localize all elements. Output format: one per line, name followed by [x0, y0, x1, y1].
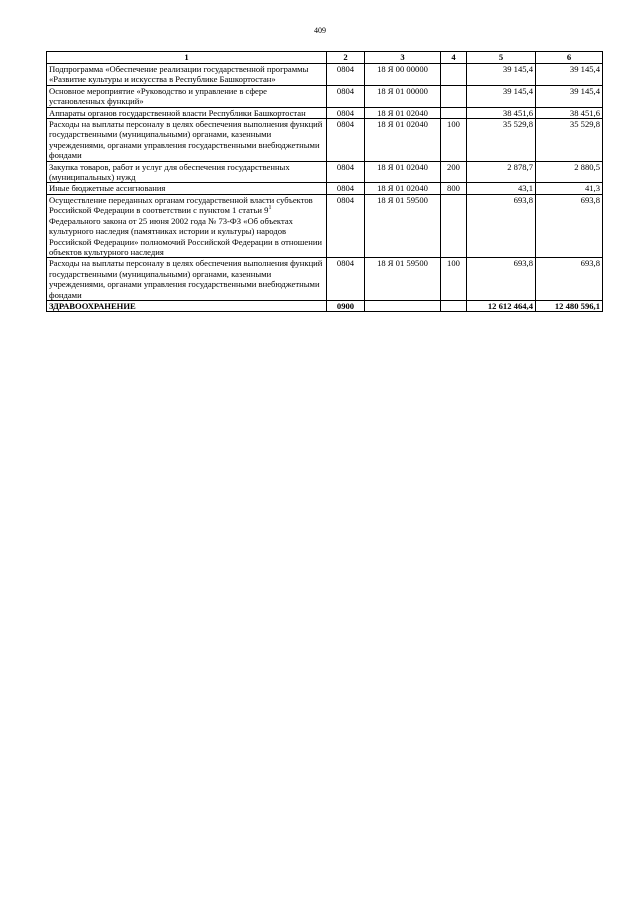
total-amount-1: 12 612 464,4 [467, 300, 536, 311]
row-name: Расходы на выплаты персоналу в целях обеспечения выполнения функций государственными (муниципальными) органами, казенными учреждениями, органами управления государственными внебюджетными фондами [47, 119, 327, 162]
row-section-code: 0804 [327, 194, 365, 257]
table-row [47, 161, 603, 183]
row-expense-type: 200 [441, 161, 467, 183]
row-expense-type [441, 107, 467, 118]
row-expense-type [441, 85, 467, 107]
row-amount-2: 693,8 [536, 194, 603, 257]
row-section-code: 0804 [327, 183, 365, 194]
table-row [47, 258, 603, 301]
row-amount-1: 39 145,4 [467, 64, 536, 86]
row-amount-1: 693,8 [467, 258, 536, 301]
row-target-code: 18 Я 01 59500 [365, 194, 441, 257]
total-target-code [365, 300, 441, 311]
header-col-2: 2 [327, 52, 365, 64]
table-row [47, 64, 603, 86]
row-name: Иные бюджетные ассигнования [47, 183, 327, 194]
row-name-before: Осуществление переданных органам государственной власти субъектов Российской Федерации в соответствии с пунктом 1 статьи 9 [49, 194, 313, 216]
row-expense-type: 800 [441, 183, 467, 194]
row-section-code: 0804 [327, 119, 365, 162]
row-section-code: 0804 [327, 85, 365, 107]
row-target-code: 18 Я 01 02040 [365, 107, 441, 118]
row-name-after: Федерального закона от 25 июня 2002 года № 73-ФЗ «Об объектах культурного наследия (памятниках истории и культуры) народов Российской Федерации» полномочий Российской Федерации в отношении объектов культурного наследия [49, 215, 323, 257]
row-section-code: 0804 [327, 161, 365, 183]
row-amount-2: 693,8 [536, 258, 603, 301]
total-expense-type [441, 300, 467, 311]
table-row [47, 194, 603, 257]
row-amount-2: 35 529,8 [536, 119, 603, 162]
row-amount-2: 2 880,5 [536, 161, 603, 183]
table-row [47, 119, 603, 162]
row-target-code: 18 Я 01 59500 [365, 258, 441, 301]
row-name: Основное мероприятие «Руководство и управление в сфере установленных функций» [47, 85, 327, 107]
budget-table [46, 51, 603, 312]
row-target-code: 18 Я 01 02040 [365, 119, 441, 162]
row-name: Подпрограмма «Обеспечение реализации государственной программы «Развитие культуры и искусства в Республике Башкортостан» [47, 64, 327, 86]
header-row [47, 52, 603, 64]
row-target-code: 18 Я 00 00000 [365, 64, 441, 86]
page-number: 409 [314, 26, 326, 35]
row-name-superscript: 1 [268, 205, 272, 212]
row-amount-2: 38 451,6 [536, 107, 603, 118]
total-section-code: 0900 [327, 300, 365, 311]
row-amount-1: 35 529,8 [467, 119, 536, 162]
row-expense-type [441, 194, 467, 257]
total-row [47, 300, 603, 311]
row-amount-2: 39 145,4 [536, 64, 603, 86]
row-name: Закупка товаров, работ и услуг для обеспечения государственных (муниципальных) нужд [47, 161, 327, 183]
row-expense-type [441, 64, 467, 86]
row-target-code: 18 Я 01 02040 [365, 183, 441, 194]
row-expense-type: 100 [441, 258, 467, 301]
row-section-code: 0804 [327, 107, 365, 118]
row-amount-1: 43,1 [467, 183, 536, 194]
row-section-code: 0804 [327, 258, 365, 301]
row-amount-2: 41,3 [536, 183, 603, 194]
table-row [47, 85, 603, 107]
row-name: Расходы на выплаты персоналу в целях обеспечения выполнения функций государственными (муниципальными) органами, казенными учреждениями, органами управления государственными внебюджетными фондами [47, 258, 327, 301]
row-amount-1: 2 878,7 [467, 161, 536, 183]
header-col-1: 1 [47, 52, 327, 64]
row-target-code: 18 Я 01 00000 [365, 85, 441, 107]
row-amount-2: 39 145,4 [536, 85, 603, 107]
row-name: Аппараты органов государственной власти Республики Башкортостан [47, 107, 327, 118]
total-amount-2: 12 480 596,1 [536, 300, 603, 311]
header-col-5: 5 [467, 52, 536, 64]
row-amount-1: 38 451,6 [467, 107, 536, 118]
row-expense-type: 100 [441, 119, 467, 162]
row-amount-1: 39 145,4 [467, 85, 536, 107]
header-col-4: 4 [441, 52, 467, 64]
row-section-code: 0804 [327, 64, 365, 86]
table-row [47, 183, 603, 194]
row-target-code: 18 Я 01 02040 [365, 161, 441, 183]
header-col-6: 6 [536, 52, 603, 64]
header-col-3: 3 [365, 52, 441, 64]
row-name [47, 194, 327, 257]
row-amount-1: 693,8 [467, 194, 536, 257]
table-row [47, 107, 603, 118]
total-name: ЗДРАВООХРАНЕНИЕ [47, 300, 327, 311]
